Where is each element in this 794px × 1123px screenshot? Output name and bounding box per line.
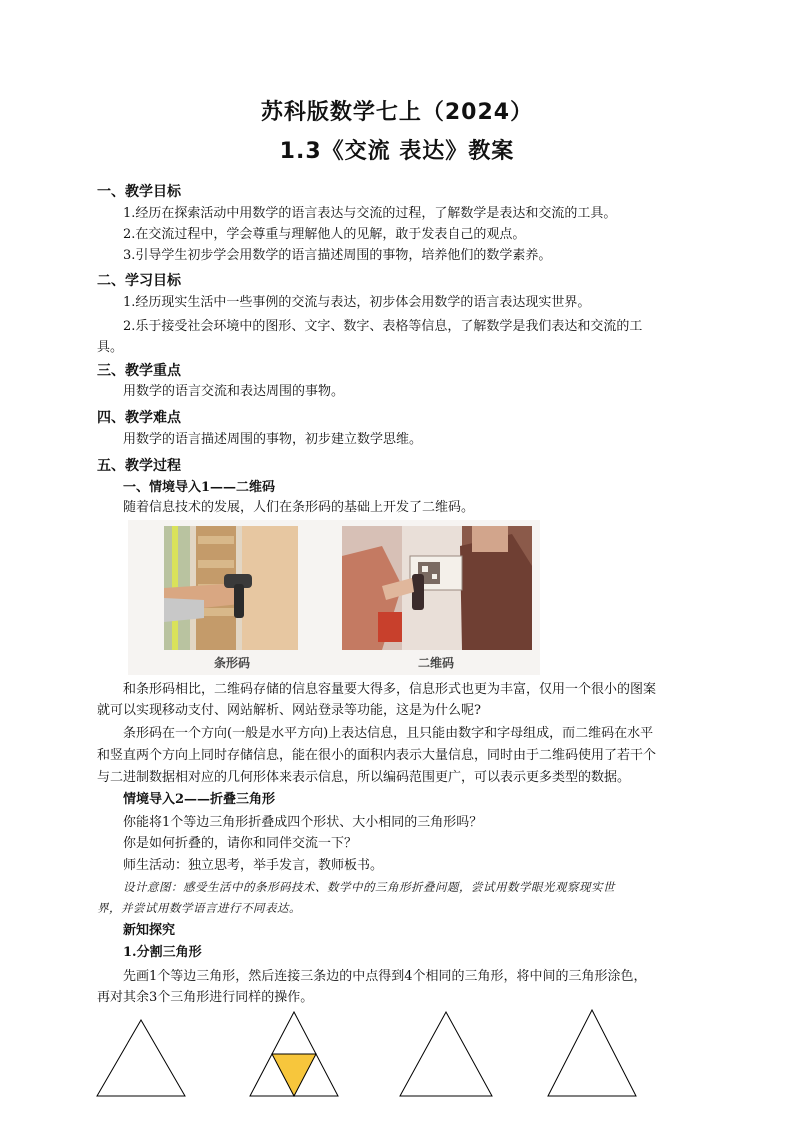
paragraph: 2.在交流过程中，学会尊重与理解他人的见解，敢于发表自己的观点。 [123, 227, 526, 242]
section-heading: 四、教学难点 [97, 410, 181, 426]
paragraph: 1.经历在探索活动中用数学的语言表达与交流的过程，了解数学是表达和交流的工具。 [123, 206, 617, 221]
triangle-3 [400, 1012, 492, 1096]
shaded-center-triangle [272, 1054, 316, 1096]
triangle-2 [250, 1012, 338, 1096]
paragraph: 和条形码相比，二维码存储的信息容量要大得多，信息形式也更为丰富，仅用一个很小的图案 [123, 682, 657, 697]
section-heading: 五、教学过程 [97, 458, 181, 474]
subsection-heading: 1.分割三角形 [123, 945, 202, 960]
paragraph: 条形码在一个方向(一般是水平方向)上表达信息，且只能由数字和字母组成，而二维码在水平 [123, 726, 654, 741]
paragraph: 与二进制数据相对应的几何形体来表示信息，所以编码范围更广，可以表示更多类型的数据。 [97, 770, 631, 785]
barcode-scanner-photo [164, 526, 298, 650]
barcode-qrcode-figure [128, 520, 540, 675]
paragraph: 你是如何折叠的，请你和同伴交流一下？ [123, 836, 358, 851]
paragraph: 1.经历现实生活中一些事例的交流与表达，初步体会用数学的语言表达现实世界。 [123, 295, 591, 310]
paragraph: 用数学的语言交流和表达周围的事物。 [123, 384, 345, 399]
design-intent: 设计意图：感受生活中的条形码技术、数学中的三角形折叠问题，尝试用数学眼光观察现实世 [123, 880, 615, 894]
doc-subtitle: 1.3《交流 表达》教案 [279, 139, 515, 164]
paragraph: 随着信息技术的发展，人们在条形码的基础上开发了二维码。 [123, 500, 475, 515]
triangle-4 [548, 1010, 636, 1096]
paragraph: 再对其余3个三角形进行同样的操作。 [97, 990, 314, 1005]
paragraph: 和竖直两个方向上同时存储信息，能在很小的面积内表示大量信息，同时由于二维码使用了若干个 [97, 748, 657, 763]
paragraph: 就可以实现移动支付、网站解析、网站登录等功能，这是为什么呢? [97, 703, 481, 718]
design-intent: 界，并尝试用数学语言进行不同表达。 [97, 901, 301, 915]
triangle-1 [97, 1020, 185, 1096]
section-heading: 三、教学重点 [97, 363, 181, 379]
paragraph: 你能将1个等边三角形折叠成四个形状、大小相同的三角形吗？ [123, 815, 483, 830]
subsection-heading: 情境导入2——折叠三角形 [123, 792, 276, 807]
paragraph: 先画1个等边三角形，然后连接三条边的中点得到4个相同的三角形，将中间的三角形涂色， [123, 969, 647, 984]
doc-title: 苏科版数学七上（2024） [260, 100, 534, 125]
paragraph: 具。 [97, 340, 124, 355]
section-heading: 一、教学目标 [97, 184, 181, 200]
paragraph: 3.引导学生初步学会用数学的语言描述周围的事物，培养他们的数学素养。 [123, 248, 552, 263]
barcode-caption: 条形码 [214, 656, 251, 670]
section-heading: 二、学习目标 [97, 273, 181, 289]
qrcode-payment-photo [342, 526, 532, 650]
subsection-heading: 新知探究 [123, 923, 176, 938]
paragraph: 2.乐于接受社会环境中的图形、文字、数字、表格等信息，了解数学是我们表达和交流的工 [123, 319, 643, 334]
paragraph: 师生活动：独立思考，举手发言，教师板书。 [123, 858, 384, 873]
qrcode-caption: 二维码 [418, 656, 455, 670]
paragraph: 用数学的语言描述周围的事物，初步建立数学思维。 [123, 432, 423, 447]
subsection-heading: 一、情境导入1——二维码 [123, 480, 276, 495]
